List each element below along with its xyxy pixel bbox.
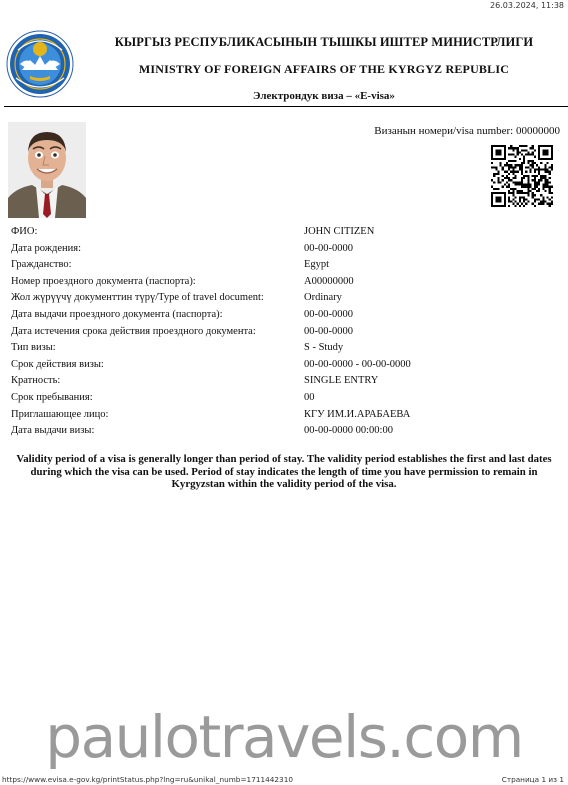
visa-details <box>11 224 561 440</box>
visa-number: Визанын номери/visa number: 00000000 <box>374 125 560 137</box>
field-label: Дата выдачи проездного документа (паспорта): <box>11 308 223 320</box>
watermark: paulotravels.com <box>45 703 523 771</box>
field-label: Дата рождения: <box>11 242 82 254</box>
field-label: Гражданство: <box>11 259 72 271</box>
field-value: 00-00-0000 <box>304 325 353 337</box>
field-row-citizenship <box>11 257 561 274</box>
qr-code-icon <box>491 145 553 207</box>
field-label: Жол жүрүүчү документтин түрү/Type of travel document: <box>11 292 264 304</box>
field-label: Срок действия визы: <box>11 358 104 370</box>
field-label: Кратность: <box>11 375 61 387</box>
field-row-passport-expiry-date <box>11 324 561 341</box>
field-value: JOHN CITIZEN <box>304 226 375 237</box>
header-divider <box>4 106 568 107</box>
field-label: Тип визы: <box>11 342 56 354</box>
field-value: SINGLE ENTRY <box>304 375 379 387</box>
field-value: Ordinary <box>304 292 342 304</box>
applicant-photo-icon <box>8 122 86 218</box>
field-row-passport-number <box>11 274 561 291</box>
ministry-title-kg: КЫРГЫЗ РЕСПУБЛИКАСЫНЫН ТЫШКЫ ИШТЕР МИНИСТРЛИГИ <box>114 35 534 49</box>
kyrgyz-state-emblem-icon <box>6 30 74 98</box>
field-label: ФИО: <box>11 226 38 237</box>
field-label: Номер проездного документа (паспорта): <box>11 275 196 287</box>
footer-page-number: Страница 1 из 1 <box>501 775 564 784</box>
field-value: КГУ ИМ.И.АРАБАЕВА <box>304 408 411 420</box>
field-label: Дата выдачи визы: <box>11 425 95 437</box>
field-value: S - Study <box>304 342 344 354</box>
field-value: A00000000 <box>304 275 354 287</box>
field-value: 00-00-0000 <box>304 242 353 254</box>
field-row-visa-validity <box>11 357 561 374</box>
field-row-entries <box>11 373 561 390</box>
validity-note: Validity period of a visa is generally longer than period of stay. The validity period establishes the first and last dates during which the visa can be used. Period of stay indicates the length of time you have permission to remain in Kyrgyzstan within the validity period of the visa. <box>16 453 552 491</box>
field-label: Срок пребывания: <box>11 391 93 403</box>
field-row-visa-type <box>11 340 561 357</box>
field-value: 00-00-0000 - 00-00-0000 <box>304 358 411 370</box>
field-row-visa-issue-date <box>11 423 561 440</box>
print-date: 26.03.2024, 11:38 <box>490 1 564 10</box>
field-row-stay-duration <box>11 390 561 407</box>
field-label: Приглашающее лицо: <box>11 408 109 420</box>
footer-url: https://www.evisa.e-gov.kg/printStatus.php?lng=ru&unikal_numb=1711442310 <box>2 775 293 784</box>
field-row-full-name <box>11 224 561 241</box>
field-row-birth-date <box>11 241 561 258</box>
ministry-title-en: MINISTRY OF FOREIGN AFFAIRS OF THE KYRGYZ REPUBLIC <box>138 62 510 76</box>
field-value: 00-00-0000 <box>304 308 353 320</box>
field-label: Дата истечения срока действия проездного документа: <box>11 325 256 337</box>
field-value: 00 <box>304 391 315 403</box>
field-row-passport-issue-date <box>11 307 561 324</box>
field-row-document-type <box>11 290 561 307</box>
field-value: Egypt <box>304 259 330 271</box>
field-row-inviting-party <box>11 407 561 424</box>
field-value: 00-00-0000 00:00:00 <box>304 425 393 437</box>
document-subtitle: Электрондук виза – «E-visa» <box>253 90 395 102</box>
